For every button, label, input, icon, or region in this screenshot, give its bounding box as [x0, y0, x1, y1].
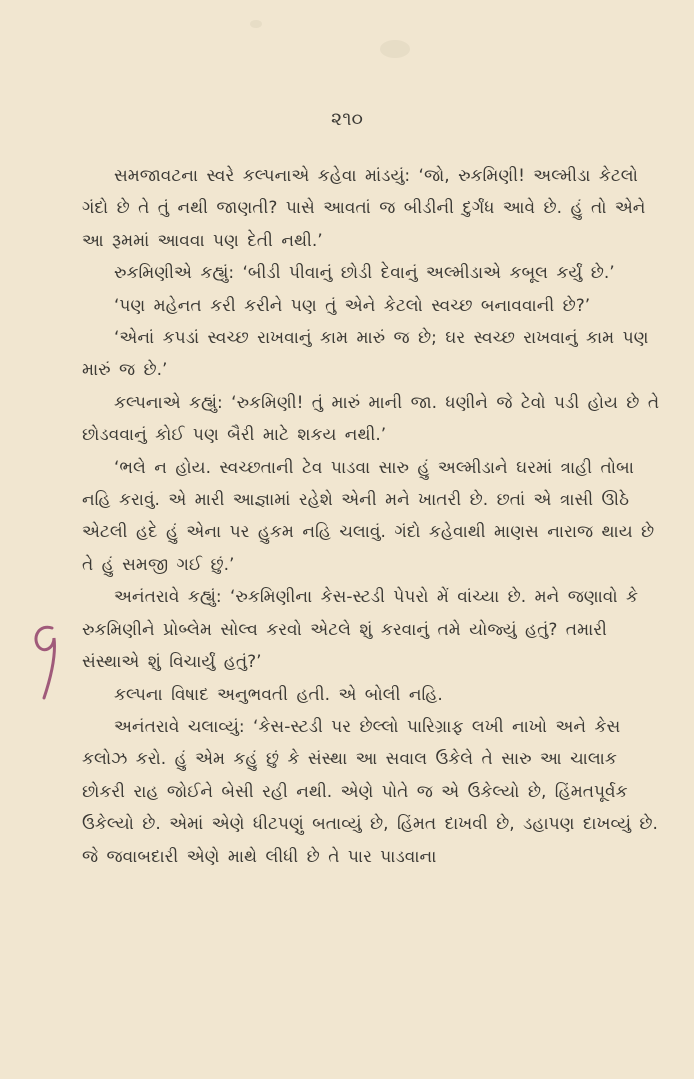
paragraph: કલ્પના વિષાદ અનુભવતી હતી. એ બોલી નહિ.: [114, 684, 443, 705]
paper-smudge: [250, 20, 262, 28]
paragraph: ‘એનાં કપડાં સ્વચ્છ રાખવાનું કામ મારું જ છે; ઘર સ્વચ્છ રાખવાનું કામ પણ મારું જ છે.’: [82, 328, 649, 381]
paragraph: રુકમિણીએ કહ્યું: ‘બીડી પીવાનું છોડી દેવાનું અલ્મીડાએ કબૂલ કર્યું છે.’: [114, 263, 615, 284]
paragraph: સમજાવટના સ્વરે કલ્પનાએ કહેવા માંડયું: ‘જો, રુકમિણી! અલ્મીડા કેટલો ગંદો છે તે તું નથી જાણતી? પાસે આવતાં જ બીડીની દુર્ગંધ આવે છે. હું તો એને આ રૂમમાં આવવા પણ દેતી નથી.’: [82, 166, 646, 251]
pencil-annotation-mark: [26, 614, 66, 704]
paragraph: અનંતરાવે ચલાવ્યું: ‘કેસ-સ્ટડી પર છેલ્લો પારિગ્રાફ લખી નાખો અને કેસ કલોઝ કરો. હું એમ કહું છું કે સંસ્થા આ સવાલ ઉકેલે તે સારુ આ ચાલાક છોકરી રાહ જોઈને બેસી રહી નથી. એણે પોતે જ એ ઉકેલ્યો છે, હિંમતપૂર્વક ઉકેલ્યો છે. એમાં એણે ધીટપણું બતાવ્યું છે, હિંમત દાખવી છે, ડહાપણ દાખવ્યું છે. જે જવાબદારી એણે માથે લીધી છે તે પાર પાડવાના: [82, 716, 658, 867]
body-text: [82, 160, 662, 873]
page-number: ૨૧૦: [331, 108, 363, 130]
paragraph: કલ્પનાએ કહ્યું: ‘રુકમિણી! તું મારું માની જા. ધણીને જે ટેવો પડી હોય છે તે છોડવવાનું કોઈ પણ બૈરી માટે શકય નથી.’: [82, 392, 660, 446]
paper-smudge: [380, 40, 410, 58]
paragraph: ‘ભલે ન હોય. સ્વચ્છતાની ટેવ પાડવા સારુ હું અલ્મીડાને ઘરમાં ત્રાહી તોબા નહિ કરાવું. એ મારી આજ્ઞામાં રહેશે એની મને ખાતરી છે. છતાં એ ત્રાસી ઊઠે એટલી હદે હું એના પર હુકમ નહિ ચલાવું. ગંદો કહેવાથી માણસ નારાજ થાય છે તે હું સમજી ગઈ છું.’: [82, 457, 655, 575]
paragraph: ‘પણ મહેનત કરી કરીને પણ તું એને કેટલો સ્વચ્છ બનાવવાની છે?’: [114, 295, 591, 316]
paragraph: અનંતરાવે કહ્યું: ‘રુકમિણીના કેસ-સ્ટડી પેપરો મેં વાંચ્યા છે. મને જણાવો કે રુકમિણીને પ્રોબ્લેમ સોલ્વ કરવો એટલે શું કરવાનું તમે યોજ્યું હતું? તમારી સંસ્થાએ શું વિચાર્યું હતું?’: [82, 587, 639, 673]
